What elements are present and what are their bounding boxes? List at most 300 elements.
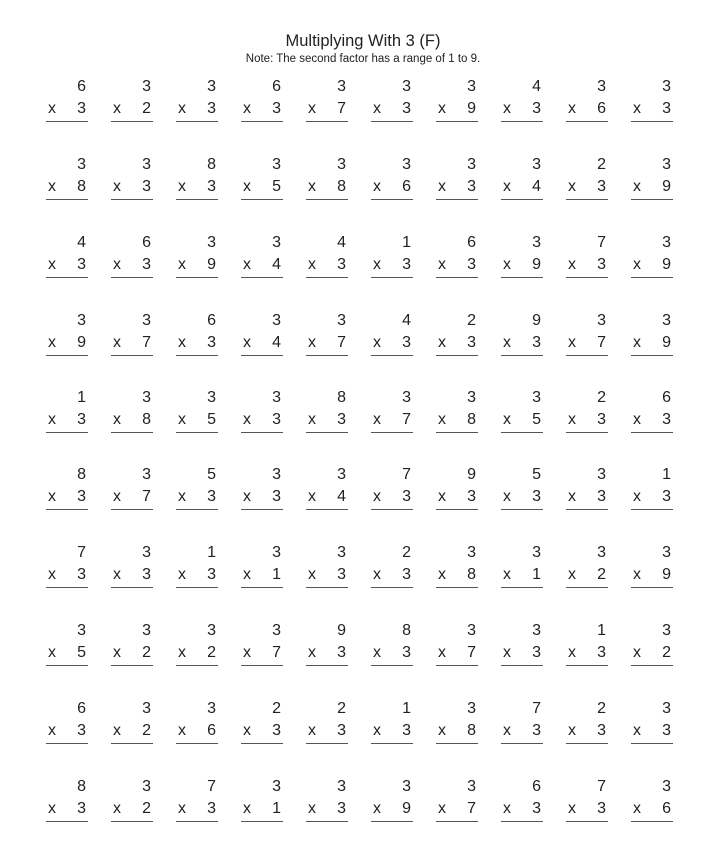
multiplication-problem xyxy=(566,389,608,439)
multiplication-problem xyxy=(241,78,283,128)
multiplication-problem xyxy=(501,544,543,594)
multiplication-problem xyxy=(111,700,153,750)
multiplication-problem xyxy=(631,622,673,672)
multiplication-problem xyxy=(501,156,543,206)
first-factor: 2 xyxy=(272,700,281,717)
multiply-operator: x xyxy=(373,411,381,428)
multiplication-problem xyxy=(371,700,413,750)
second-factor: 8 xyxy=(142,411,151,428)
second-factor: 9 xyxy=(662,566,671,583)
multiply-operator: x xyxy=(178,256,186,273)
multiply-operator: x xyxy=(308,800,316,817)
multiplication-problem xyxy=(501,700,543,750)
first-factor: 3 xyxy=(142,778,151,795)
first-factor: 3 xyxy=(337,156,346,173)
multiplication-problem xyxy=(306,389,348,439)
multiply-operator: x xyxy=(48,566,56,583)
first-factor: 8 xyxy=(77,778,86,795)
multiply-operator: x xyxy=(438,644,446,661)
answer-line xyxy=(241,432,283,433)
multiply-operator: x xyxy=(373,100,381,117)
multiplication-problem xyxy=(501,234,543,284)
answer-line xyxy=(371,587,413,588)
multiply-operator: x xyxy=(48,334,56,351)
answer-line xyxy=(566,509,608,510)
second-factor: 2 xyxy=(142,644,151,661)
answer-line xyxy=(176,121,218,122)
multiply-operator: x xyxy=(633,100,641,117)
first-factor: 3 xyxy=(532,234,541,251)
second-factor: 7 xyxy=(272,644,281,661)
multiplication-problem xyxy=(501,389,543,439)
multiply-operator: x xyxy=(438,256,446,273)
multiply-operator: x xyxy=(243,256,251,273)
multiplication-problem xyxy=(306,78,348,128)
multiply-operator: x xyxy=(178,334,186,351)
multiplication-problem xyxy=(306,312,348,362)
first-factor: 3 xyxy=(532,156,541,173)
answer-line xyxy=(566,821,608,822)
answer-line xyxy=(111,665,153,666)
answer-line xyxy=(501,277,543,278)
multiplication-problem xyxy=(46,78,88,128)
second-factor: 3 xyxy=(532,800,541,817)
first-factor: 3 xyxy=(662,544,671,561)
first-factor: 3 xyxy=(207,700,216,717)
first-factor: 3 xyxy=(207,234,216,251)
first-factor: 6 xyxy=(467,234,476,251)
multiplication-problem xyxy=(46,312,88,362)
multiply-operator: x xyxy=(633,722,641,739)
multiply-operator: x xyxy=(113,800,121,817)
first-factor: 3 xyxy=(662,312,671,329)
answer-line xyxy=(631,121,673,122)
worksheet-title: Multiplying With 3 (F) xyxy=(285,32,441,50)
multiply-operator: x xyxy=(503,178,511,195)
first-factor: 3 xyxy=(662,700,671,717)
first-factor: 6 xyxy=(77,78,86,95)
answer-line xyxy=(566,121,608,122)
answer-line xyxy=(111,587,153,588)
first-factor: 6 xyxy=(142,234,151,251)
multiplication-problem xyxy=(631,778,673,828)
second-factor: 7 xyxy=(142,334,151,351)
first-factor: 3 xyxy=(207,622,216,639)
second-factor: 2 xyxy=(597,566,606,583)
multiplication-problem xyxy=(371,156,413,206)
second-factor: 7 xyxy=(142,488,151,505)
first-factor: 3 xyxy=(337,466,346,483)
multiply-operator: x xyxy=(243,334,251,351)
second-factor: 3 xyxy=(402,256,411,273)
answer-line xyxy=(306,121,348,122)
multiply-operator: x xyxy=(373,800,381,817)
answer-line xyxy=(241,509,283,510)
multiply-operator: x xyxy=(568,256,576,273)
multiplication-problem xyxy=(566,700,608,750)
multiply-operator: x xyxy=(308,100,316,117)
multiplication-problem xyxy=(46,389,88,439)
answer-line xyxy=(566,665,608,666)
second-factor: 4 xyxy=(532,178,541,195)
second-factor: 3 xyxy=(662,722,671,739)
first-factor: 7 xyxy=(402,466,411,483)
first-factor: 5 xyxy=(207,466,216,483)
answer-line xyxy=(566,743,608,744)
multiplication-problem xyxy=(436,544,478,594)
first-factor: 1 xyxy=(597,622,606,639)
first-factor: 3 xyxy=(597,312,606,329)
answer-line xyxy=(306,432,348,433)
second-factor: 3 xyxy=(597,488,606,505)
second-factor: 3 xyxy=(337,644,346,661)
first-factor: 3 xyxy=(207,78,216,95)
multiplication-problem xyxy=(371,544,413,594)
multiplication-problem xyxy=(176,622,218,672)
multiplication-problem xyxy=(111,778,153,828)
worksheet-note: Note: The second factor has a range of 1 to 9. xyxy=(245,53,481,65)
first-factor: 3 xyxy=(662,78,671,95)
multiply-operator: x xyxy=(178,644,186,661)
multiplication-problem xyxy=(436,466,478,516)
second-factor: 6 xyxy=(207,722,216,739)
multiplication-problem xyxy=(566,312,608,362)
answer-line xyxy=(306,277,348,278)
answer-line xyxy=(176,277,218,278)
multiplication-problem xyxy=(566,466,608,516)
second-factor: 3 xyxy=(662,488,671,505)
multiplication-problem xyxy=(111,466,153,516)
second-factor: 7 xyxy=(467,800,476,817)
multiply-operator: x xyxy=(438,488,446,505)
second-factor: 3 xyxy=(142,566,151,583)
second-factor: 3 xyxy=(272,100,281,117)
multiply-operator: x xyxy=(113,566,121,583)
second-factor: 3 xyxy=(662,100,671,117)
multiply-operator: x xyxy=(373,178,381,195)
answer-line xyxy=(46,199,88,200)
second-factor: 5 xyxy=(207,411,216,428)
multiplication-problem xyxy=(436,622,478,672)
multiplication-problem xyxy=(46,622,88,672)
second-factor: 3 xyxy=(142,256,151,273)
first-factor: 3 xyxy=(207,389,216,406)
multiply-operator: x xyxy=(48,800,56,817)
multiply-operator: x xyxy=(373,488,381,505)
multiply-operator: x xyxy=(633,178,641,195)
answer-line xyxy=(111,743,153,744)
answer-line xyxy=(371,432,413,433)
multiplication-problem xyxy=(111,389,153,439)
second-factor: 9 xyxy=(662,334,671,351)
first-factor: 1 xyxy=(402,234,411,251)
second-factor: 3 xyxy=(662,411,671,428)
multiply-operator: x xyxy=(503,256,511,273)
multiply-operator: x xyxy=(308,334,316,351)
answer-line xyxy=(176,355,218,356)
multiplication-problem xyxy=(111,544,153,594)
second-factor: 3 xyxy=(597,722,606,739)
multiply-operator: x xyxy=(48,256,56,273)
first-factor: 2 xyxy=(337,700,346,717)
second-factor: 3 xyxy=(77,800,86,817)
answer-line xyxy=(111,277,153,278)
multiplication-problem xyxy=(631,389,673,439)
first-factor: 2 xyxy=(597,700,606,717)
first-factor: 3 xyxy=(142,622,151,639)
second-factor: 8 xyxy=(467,411,476,428)
answer-line xyxy=(46,587,88,588)
second-factor: 9 xyxy=(207,256,216,273)
first-factor: 3 xyxy=(337,778,346,795)
multiply-operator: x xyxy=(113,644,121,661)
multiplication-problem xyxy=(631,234,673,284)
second-factor: 9 xyxy=(77,334,86,351)
second-factor: 3 xyxy=(532,644,541,661)
first-factor: 3 xyxy=(272,544,281,561)
second-factor: 3 xyxy=(597,800,606,817)
answer-line xyxy=(371,121,413,122)
answer-line xyxy=(371,199,413,200)
answer-line xyxy=(111,432,153,433)
answer-line xyxy=(306,355,348,356)
first-factor: 3 xyxy=(272,234,281,251)
multiply-operator: x xyxy=(438,178,446,195)
multiplication-problem xyxy=(46,778,88,828)
second-factor: 3 xyxy=(77,566,86,583)
multiplication-problem xyxy=(46,544,88,594)
multiplication-problem xyxy=(371,78,413,128)
second-factor: 3 xyxy=(402,488,411,505)
multiplication-problem xyxy=(566,78,608,128)
first-factor: 9 xyxy=(532,312,541,329)
multiply-operator: x xyxy=(438,411,446,428)
first-factor: 3 xyxy=(662,234,671,251)
multiplication-problem xyxy=(371,389,413,439)
multiplication-problem xyxy=(241,622,283,672)
multiplication-problem xyxy=(501,622,543,672)
multiplication-problem xyxy=(176,544,218,594)
second-factor: 3 xyxy=(402,566,411,583)
multiply-operator: x xyxy=(438,722,446,739)
answer-line xyxy=(241,665,283,666)
multiply-operator: x xyxy=(178,100,186,117)
second-factor: 3 xyxy=(402,334,411,351)
answer-line xyxy=(501,509,543,510)
multiplication-problem xyxy=(241,544,283,594)
first-factor: 1 xyxy=(402,700,411,717)
multiply-operator: x xyxy=(113,334,121,351)
second-factor: 3 xyxy=(597,644,606,661)
first-factor: 3 xyxy=(402,156,411,173)
answer-line xyxy=(436,277,478,278)
multiplication-problem xyxy=(306,234,348,284)
answer-line xyxy=(371,743,413,744)
answer-line xyxy=(566,355,608,356)
multiply-operator: x xyxy=(438,800,446,817)
second-factor: 3 xyxy=(337,256,346,273)
first-factor: 3 xyxy=(272,778,281,795)
multiply-operator: x xyxy=(568,411,576,428)
multiply-operator: x xyxy=(308,256,316,273)
multiply-operator: x xyxy=(178,178,186,195)
second-factor: 9 xyxy=(662,178,671,195)
multiply-operator: x xyxy=(178,488,186,505)
second-factor: 6 xyxy=(662,800,671,817)
first-factor: 3 xyxy=(402,778,411,795)
multiply-operator: x xyxy=(503,488,511,505)
first-factor: 7 xyxy=(597,778,606,795)
answer-line xyxy=(241,355,283,356)
first-factor: 5 xyxy=(532,466,541,483)
first-factor: 3 xyxy=(142,389,151,406)
second-factor: 3 xyxy=(272,722,281,739)
answer-line xyxy=(241,277,283,278)
multiplication-problem xyxy=(306,466,348,516)
multiplication-problem xyxy=(566,156,608,206)
first-factor: 3 xyxy=(77,156,86,173)
multiplication-problem xyxy=(371,466,413,516)
multiplication-problem xyxy=(176,234,218,284)
answer-line xyxy=(176,432,218,433)
multiplication-problem xyxy=(241,312,283,362)
multiplication-problem xyxy=(566,622,608,672)
multiplication-problem xyxy=(306,622,348,672)
answer-line xyxy=(111,355,153,356)
first-factor: 1 xyxy=(207,544,216,561)
first-factor: 3 xyxy=(662,156,671,173)
second-factor: 3 xyxy=(337,800,346,817)
first-factor: 6 xyxy=(272,78,281,95)
multiply-operator: x xyxy=(438,100,446,117)
second-factor: 3 xyxy=(207,488,216,505)
multiply-operator: x xyxy=(633,800,641,817)
multiply-operator: x xyxy=(308,644,316,661)
second-factor: 4 xyxy=(272,334,281,351)
second-factor: 9 xyxy=(662,256,671,273)
multiply-operator: x xyxy=(633,334,641,351)
first-factor: 3 xyxy=(532,544,541,561)
multiplication-problem xyxy=(436,156,478,206)
multiply-operator: x xyxy=(503,334,511,351)
second-factor: 2 xyxy=(142,800,151,817)
second-factor: 3 xyxy=(402,100,411,117)
multiplication-problem xyxy=(566,778,608,828)
first-factor: 2 xyxy=(597,389,606,406)
multiplication-problem xyxy=(631,700,673,750)
answer-line xyxy=(436,665,478,666)
second-factor: 6 xyxy=(597,100,606,117)
answer-line xyxy=(436,432,478,433)
second-factor: 3 xyxy=(337,411,346,428)
multiply-operator: x xyxy=(178,800,186,817)
second-factor: 3 xyxy=(467,334,476,351)
second-factor: 3 xyxy=(402,644,411,661)
first-factor: 3 xyxy=(467,700,476,717)
answer-line xyxy=(46,665,88,666)
second-factor: 3 xyxy=(207,334,216,351)
first-factor: 9 xyxy=(467,466,476,483)
multiplication-problem xyxy=(241,389,283,439)
multiplication-problem xyxy=(501,466,543,516)
multiply-operator: x xyxy=(568,566,576,583)
multiplication-problem xyxy=(566,234,608,284)
second-factor: 1 xyxy=(272,800,281,817)
multiply-operator: x xyxy=(633,644,641,661)
second-factor: 3 xyxy=(207,566,216,583)
answer-line xyxy=(241,121,283,122)
answer-line xyxy=(436,121,478,122)
multiply-operator: x xyxy=(568,488,576,505)
answer-line xyxy=(501,743,543,744)
multiply-operator: x xyxy=(113,100,121,117)
first-factor: 3 xyxy=(467,389,476,406)
multiplication-problem xyxy=(241,156,283,206)
answer-line xyxy=(436,743,478,744)
first-factor: 3 xyxy=(402,389,411,406)
multiply-operator: x xyxy=(633,411,641,428)
second-factor: 5 xyxy=(77,644,86,661)
first-factor: 3 xyxy=(402,78,411,95)
second-factor: 3 xyxy=(597,411,606,428)
multiply-operator: x xyxy=(178,566,186,583)
multiplication-problem xyxy=(111,156,153,206)
answer-line xyxy=(631,665,673,666)
multiply-operator: x xyxy=(48,722,56,739)
multiplication-problem xyxy=(306,156,348,206)
first-factor: 3 xyxy=(467,156,476,173)
second-factor: 3 xyxy=(337,566,346,583)
answer-line xyxy=(436,587,478,588)
multiplication-problem xyxy=(436,78,478,128)
second-factor: 3 xyxy=(77,722,86,739)
answer-line xyxy=(501,821,543,822)
second-factor: 8 xyxy=(467,566,476,583)
multiply-operator: x xyxy=(308,488,316,505)
answer-line xyxy=(631,432,673,433)
answer-line xyxy=(111,509,153,510)
first-factor: 3 xyxy=(597,466,606,483)
first-factor: 3 xyxy=(272,622,281,639)
multiply-operator: x xyxy=(373,644,381,661)
multiply-operator: x xyxy=(243,100,251,117)
multiply-operator: x xyxy=(633,488,641,505)
multiplication-problem xyxy=(176,466,218,516)
first-factor: 3 xyxy=(142,466,151,483)
multiply-operator: x xyxy=(113,488,121,505)
first-factor: 3 xyxy=(662,622,671,639)
second-factor: 7 xyxy=(597,334,606,351)
first-factor: 4 xyxy=(77,234,86,251)
first-factor: 3 xyxy=(272,389,281,406)
first-factor: 3 xyxy=(467,622,476,639)
first-factor: 6 xyxy=(532,778,541,795)
first-factor: 3 xyxy=(467,778,476,795)
multiplication-problem xyxy=(501,312,543,362)
multiplication-problem xyxy=(436,389,478,439)
second-factor: 3 xyxy=(532,722,541,739)
second-factor: 8 xyxy=(467,722,476,739)
multiplication-problem xyxy=(111,622,153,672)
answer-line xyxy=(566,199,608,200)
answer-line xyxy=(46,121,88,122)
first-factor: 3 xyxy=(532,389,541,406)
answer-line xyxy=(241,743,283,744)
multiplication-problem xyxy=(371,234,413,284)
answer-line xyxy=(176,743,218,744)
second-factor: 6 xyxy=(402,178,411,195)
multiply-operator: x xyxy=(503,800,511,817)
